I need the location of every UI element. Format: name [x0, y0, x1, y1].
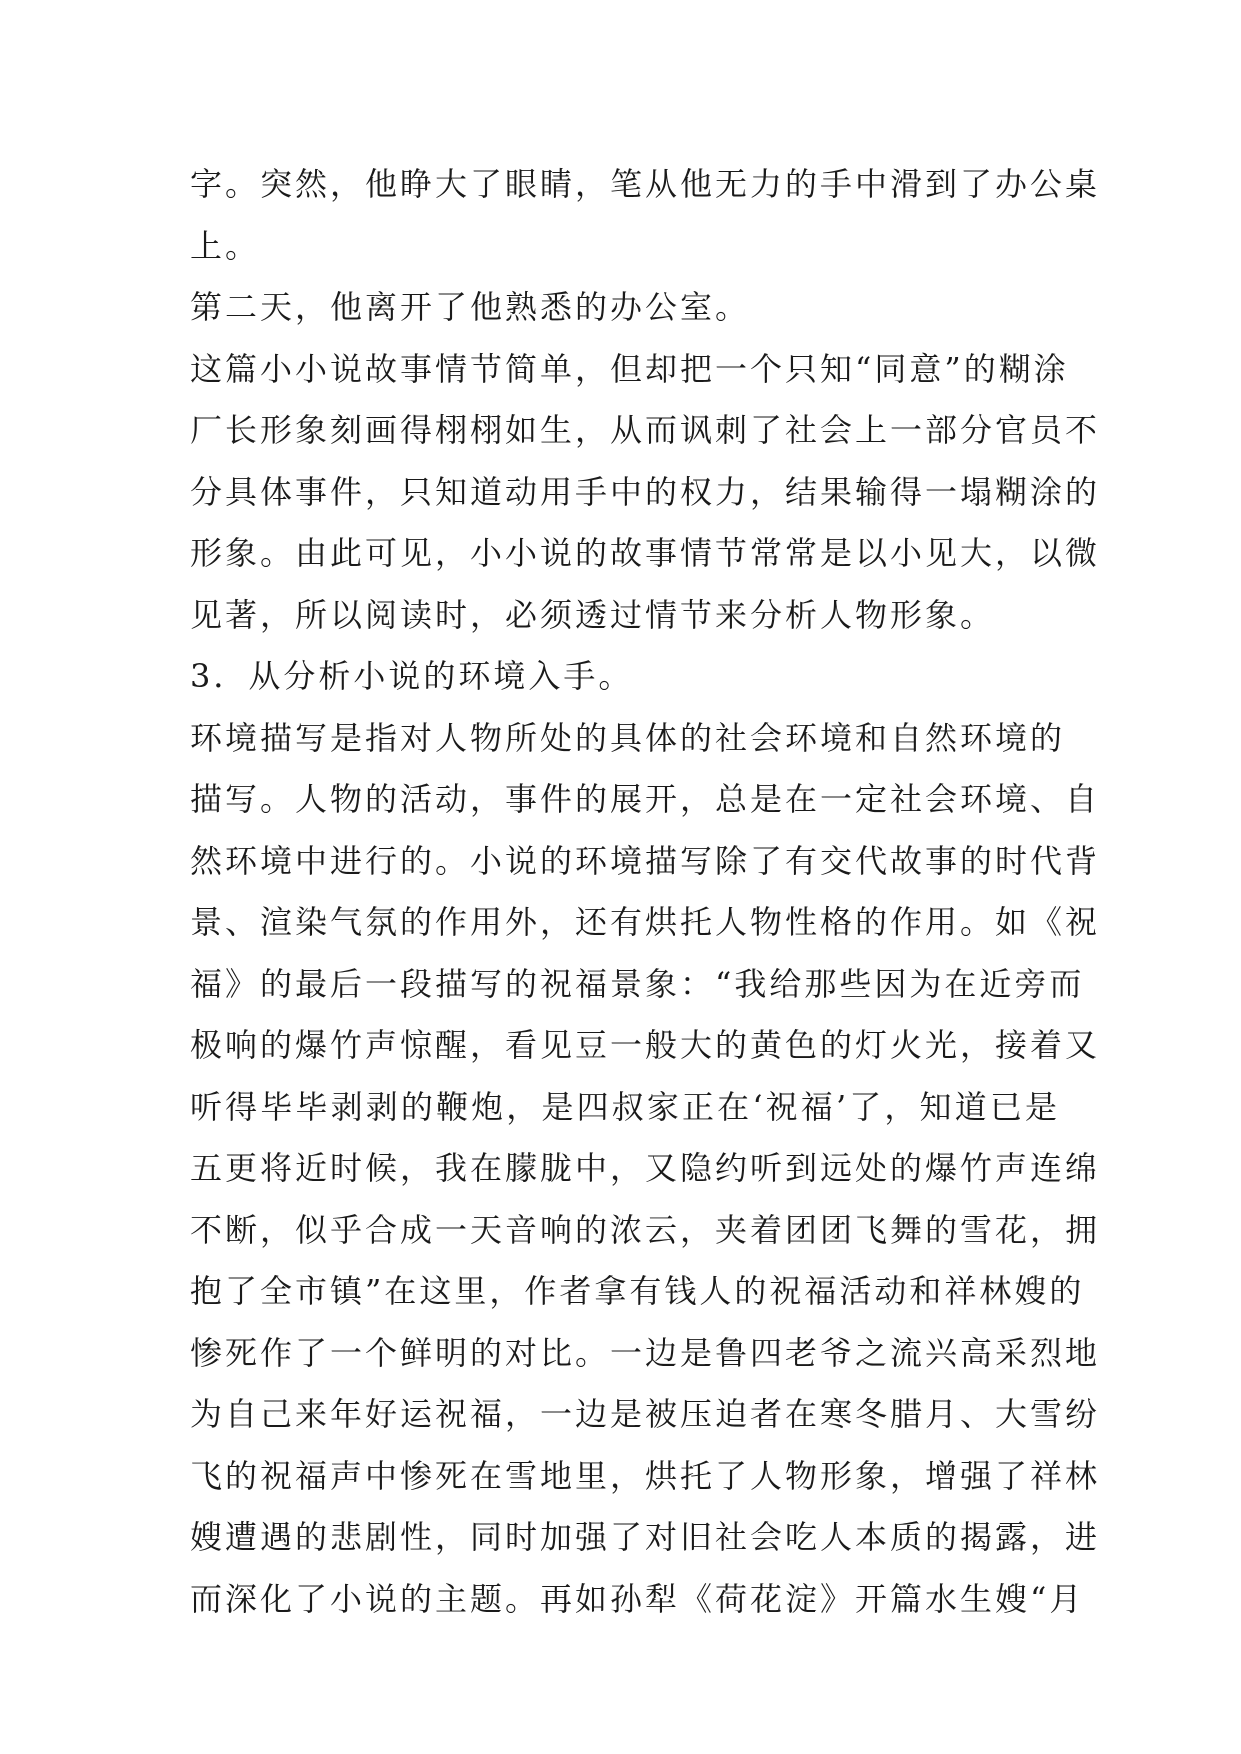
text-line: 飞的祝福声中惨死在雪地里，烘托了人物形象，增强了祥林 — [190, 1456, 1101, 1495]
text-line: 厂长形象刻画得栩栩如生，从而讽刺了社会上一部分官员不 — [190, 411, 1101, 449]
text-line: 听得毕毕剥剥的鞭炮，是四叔家正在‘祝福’了，知道已是 — [190, 1087, 1060, 1126]
text-line: 抱了全市镇”在这里，作者拿有钱人的祝福活动和祥林嫂的 — [190, 1272, 1085, 1310]
text-line: 而深化了小说的主题。再如孙犁《荷花淀》开篇水生嫂“月 — [190, 1579, 1085, 1618]
text-line: 然环境中进行的。小说的环境描写除了有交代故事的时代背 — [190, 841, 1101, 880]
text-line: 这篇小小说故事情节简单，但却把一个只知“同意”的糊涂 — [190, 349, 1069, 388]
text-line: 为自己来年好运祝福，一边是被压迫者在寒冬腊月、大雪纷 — [190, 1395, 1101, 1433]
text-line: 不断，似乎合成一天音响的浓云，夹着团团飞舞的雪花，拥 — [190, 1210, 1101, 1249]
text-line: 嫂遭遇的悲剧性，同时加强了对旧社会吃人本质的揭露，进 — [190, 1518, 1101, 1556]
text-line: 上。 — [190, 226, 261, 265]
text-line: 字。突然，他睁大了眼睛，笔从他无力的手中滑到了办公桌 — [190, 165, 1101, 203]
section-heading: 3．从分析小说的环境入手。 — [190, 657, 634, 695]
text-line: 福》的最后一段描写的祝福景象：“我给那些因为在近旁而 — [190, 964, 1085, 1003]
text-line: 形象。由此可见，小小说的故事情节常常是以小见大，以微 — [190, 534, 1101, 572]
text-line: 分具体事件，只知道动用手中的权力，结果输得一塌糊涂的 — [190, 472, 1101, 511]
text-line: 景、渲染气氛的作用外，还有烘托人物性格的作用。如《祝 — [190, 903, 1101, 941]
text-line: 描写。人物的活动，事件的展开，总是在一定社会环境、自 — [190, 780, 1101, 818]
text-line: 见著，所以阅读时，必须透过情节来分析人物形象。 — [190, 595, 996, 634]
text-line: 惨死作了一个鲜明的对比。一边是鲁四老爷之流兴高采烈地 — [190, 1333, 1101, 1372]
text-line: 环境描写是指对人物所处的具体的社会环境和自然环境的 — [190, 718, 1066, 757]
text-line: 第二天，他离开了他熟悉的办公室。 — [190, 288, 751, 326]
text-line: 五更将近时候，我在朦胧中，又隐约听到远处的爆竹声连绵 — [190, 1149, 1101, 1187]
body-text — [190, 154, 1101, 1630]
text-line: 极响的爆竹声惊醒，看见豆一般大的黄色的灯火光，接着又 — [190, 1026, 1101, 1064]
